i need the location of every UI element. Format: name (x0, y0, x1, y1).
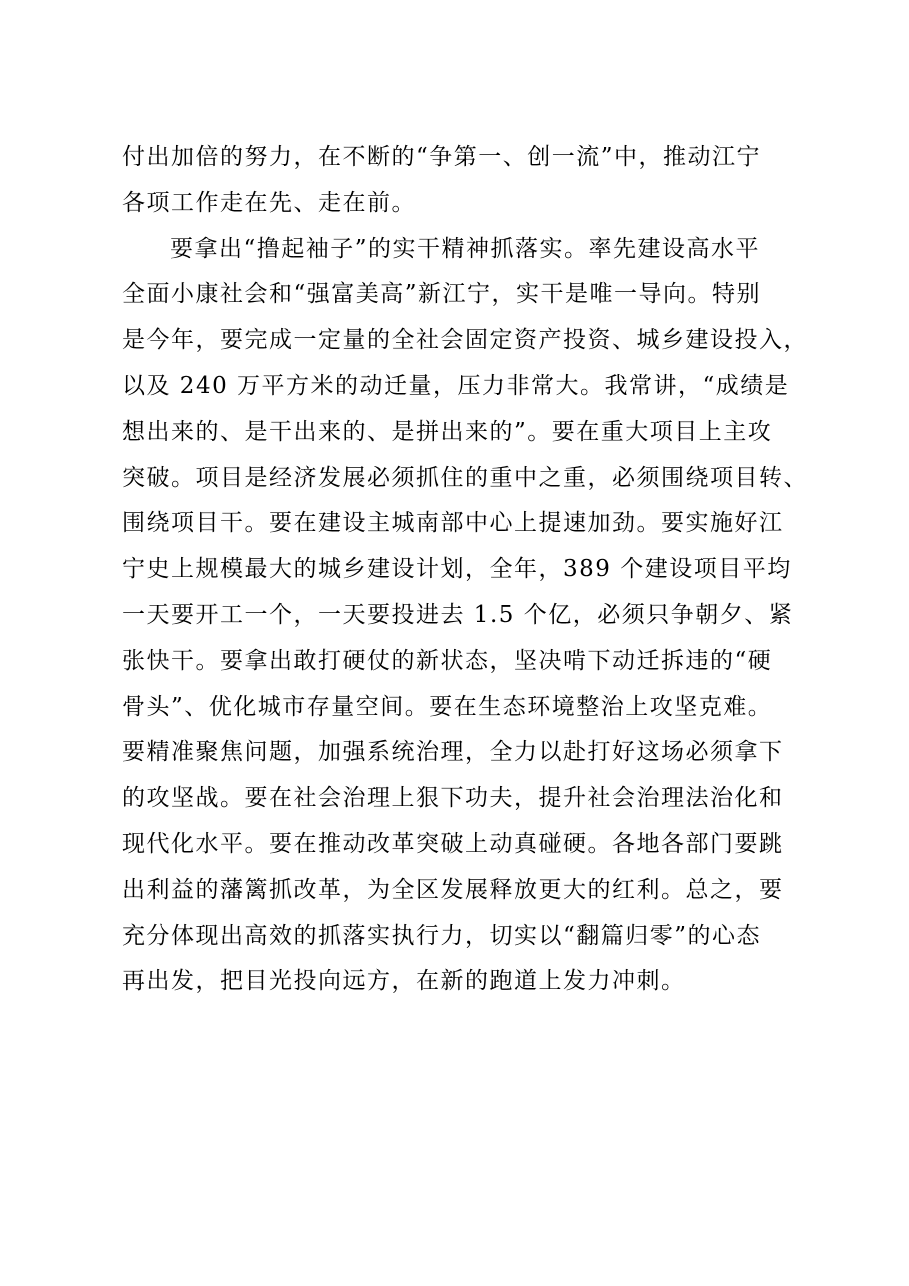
text-line: 各项工作走在先、走在前。 (122, 189, 416, 216)
text-line: 再出发，把目光投向远方，在新的跑道上发力冲刺。 (122, 968, 686, 995)
text-line: 围绕项目干。要在建设主城南部中心上提速加劲。要实施好江 (122, 510, 784, 537)
body-text (122, 135, 808, 1005)
text-line: 一天要开工一个，一天要投进去 1.5 个亿，必须只争朝夕、紧 (122, 601, 794, 628)
text-line: 想出来的、是干出来的、是拼出来的”。要在重大项目上主攻 (122, 418, 773, 445)
text-line: 的攻坚战。要在社会治理上狠下功夫，提升社会治理法治化和 (122, 785, 784, 812)
text-line: 现代化水平。要在推动改革突破上动真碰硬。各地各部门要跳 (122, 830, 784, 857)
text-line: 要拿出“撸起袖子”的实干精神抓落实。率先建设高水平 (170, 235, 761, 262)
text-line: 是今年，要完成一定量的全社会固定资产投资、城乡建设投入， (122, 327, 808, 354)
text-line: 以及 240 万平方米的动迁量，压力非常大。我常讲，“成绩是 (122, 372, 790, 399)
text-line: 出利益的藩篱抓改革，为全区发展释放更大的红利。总之，要 (122, 876, 784, 903)
text-line: 全面小康社会和“强富美高”新江宁，实干是唯一导向。特别 (122, 281, 762, 308)
text-line: 张快干。要拿出敢打硬仗的新状态，坚决啃下动迁拆违的“硬 (122, 647, 773, 674)
paragraph-1 (122, 135, 802, 227)
paragraph-2 (122, 227, 808, 1006)
text-line: 付出加倍的努力，在不断的“争第一、创一流”中，推动江宁 (122, 144, 762, 170)
text-line: 要精准聚焦问题，加强系统治理，全力以赴打好这场必须拿下 (122, 739, 784, 766)
text-line: 骨头”、优化城市存量空间。要在生态环境整治上攻坚克难。 (122, 693, 773, 720)
text-line: 突破。项目是经济发展必须抓住的重中之重，必须围绕项目转、 (122, 464, 808, 491)
text-line: 宁史上规模最大的城乡建设计划，全年，389 个建设项目平均 (122, 556, 792, 583)
text-line: 充分体现出高效的抓落实执行力，切实以“翻篇归零”的心态 (122, 922, 762, 949)
